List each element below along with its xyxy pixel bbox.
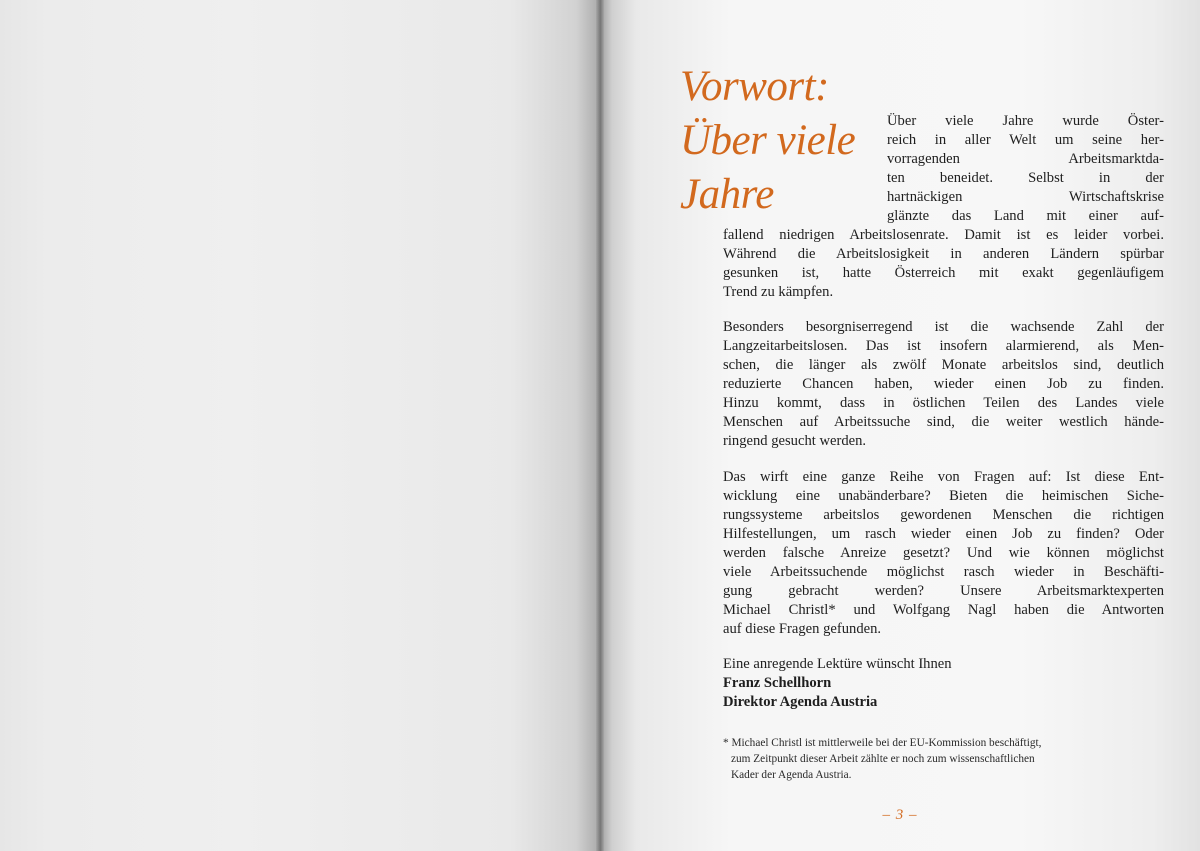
title-line-3: Jahre <box>680 171 774 218</box>
text-line: Hilfestellungen, um rasch wieder einen Job zu finden? Oder <box>723 526 1164 542</box>
text-line: auf diese Fragen gefunden. <box>723 621 882 637</box>
title-line-2: Über viele <box>680 117 856 164</box>
gutter-shadow <box>596 0 604 851</box>
text-line: gung gebracht werden? Unsere Arbeitsmarktexperten <box>723 583 1164 599</box>
author-name: Franz Schellhorn <box>723 675 832 691</box>
text-line: Besonders besorgniserregend ist die wachsende Zahl der <box>723 319 1164 335</box>
page-number: – 3 – <box>882 807 918 823</box>
text-line: ten beneidet. Selbst in der <box>887 170 1164 186</box>
text-line: Während die Arbeitslosigkeit in anderen Ländern spürbar <box>723 246 1164 262</box>
text-line: Hinzu kommt, dass in östlichen Teilen des Landes viele <box>723 395 1164 411</box>
text-line: Das wirft eine ganze Reihe von Fragen auf: Ist diese Ent- <box>723 469 1164 485</box>
footnote-line: zum Zeitpunkt dieser Arbeit zählte er noch zum wissenschaftlichen <box>731 753 1035 765</box>
text-line: schen, die länger als zwölf Monate arbeitslos sind, deutlich <box>723 357 1164 373</box>
text-line: ringend gesucht werden. <box>723 433 867 449</box>
footnote-line: Kader der Agenda Austria. <box>731 769 852 781</box>
text-line: Michael Christl* und Wolfgang Nagl haben die Antworten <box>723 602 1164 618</box>
text-line: gesunken ist, hatte Österreich mit exakt gegenläufigem <box>723 265 1164 281</box>
author-role: Direktor Agenda Austria <box>723 694 878 710</box>
text-line: wicklung eine unabänderbare? Bieten die heimischen Siche- <box>723 488 1164 504</box>
text-line: Über viele Jahre wurde Öster- <box>887 113 1164 129</box>
text-line: werden falsche Anreize gesetzt? Und wie können möglichst <box>723 545 1164 561</box>
text-line: vorragenden Arbeitsmarktda- <box>887 151 1164 167</box>
page-title <box>680 60 880 222</box>
title-line-1: Vorwort: <box>680 63 829 110</box>
footnote-line: * Michael Christl ist mittlerweile bei der EU-Kommission beschäftigt, <box>723 737 1042 749</box>
text-line: Trend zu kämpfen. <box>723 284 834 300</box>
text-line: fallend niedrigen Arbeitslosenrate. Damit ist es leider vorbei. <box>723 227 1164 243</box>
text-line: rungssysteme arbeitslos gewordenen Menschen die richtigen <box>723 507 1164 523</box>
text-line: hartnäckigen Wirtschaftskrise <box>887 189 1164 205</box>
text-line: reich in aller Welt um seine her- <box>887 132 1164 148</box>
text-line: Langzeitarbeitslosen. Das ist insofern alarmierend, als Men- <box>723 338 1164 354</box>
text-line: reduzierte Chancen haben, wieder einen Job zu finden. <box>723 376 1164 392</box>
text-line: Menschen auf Arbeitssuche sind, die weiter westlich hände- <box>723 414 1164 430</box>
text-line: viele Arbeitssuchende möglichst rasch wieder in Beschäfti- <box>723 564 1164 580</box>
closing-greeting: Eine anregende Lektüre wünscht Ihnen <box>723 656 952 672</box>
text-line: glänzte das Land mit einer auf- <box>887 208 1164 224</box>
